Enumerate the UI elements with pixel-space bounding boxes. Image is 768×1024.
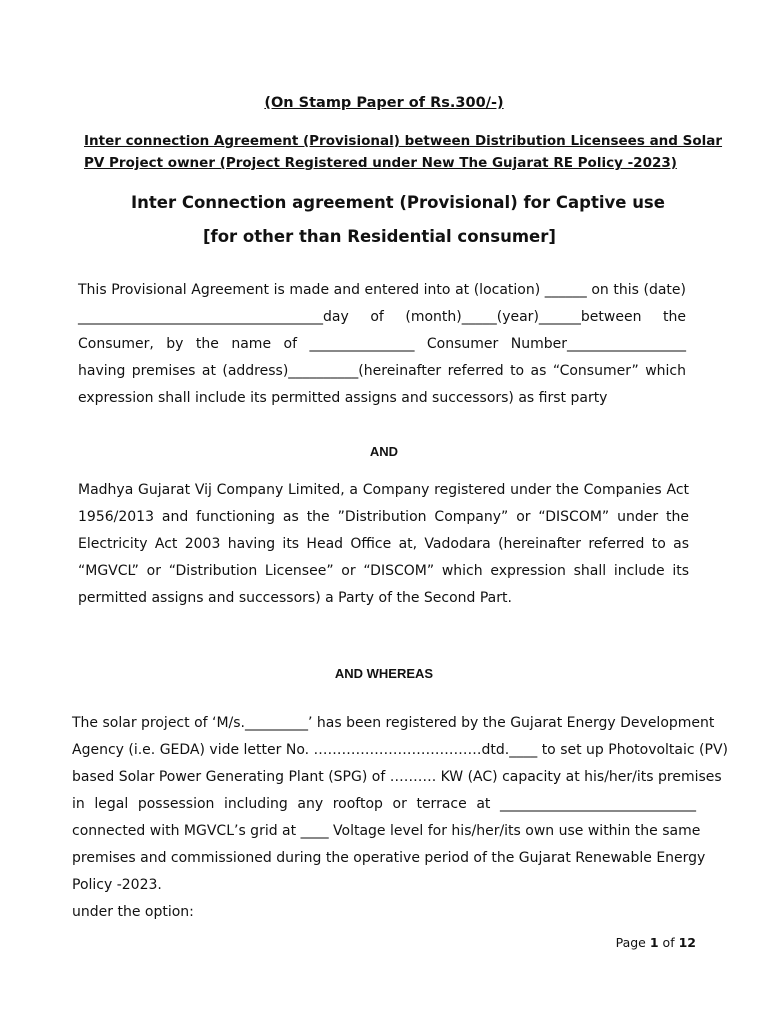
parties-paragraph-consumer [78,277,686,412]
paragraph-line: having premises at (address)__________(hereinafter referred to as “Consumer” which [78,363,686,379]
paragraph-line: Consumer, by the name of _______________ Consumer Number_________________ [78,336,686,352]
agreement-subtitle-line-2: PV Project owner (Project Registered under New The Gujarat RE Policy -2023) [84,155,677,171]
page-number-footer [616,935,696,950]
paragraph-line: Agency (i.e. GEDA) vide letter No. ………………………………dtd.____ to set up Photovoltaic (PV) [72,742,728,758]
agreement-subtitle-line-1: Inter connection Agreement (Provisional) between Distribution Licensees and Solar [84,133,723,149]
whereas-paragraph [72,710,728,926]
agreement-heading: Inter Connection agreement (Provisional) for Captive use [131,193,665,212]
paragraph-line: permitted assigns and successors) a Party of the Second Part. [78,590,512,606]
paragraph-line: 1956/2013 and functioning as the ”Distribution Company” or “DISCOM” under the [78,509,689,525]
paragraph-line: expression shall include its permitted assigns and successors) as first party [78,390,608,406]
parties-paragraph-discom [78,477,689,612]
paragraph-line: Electricity Act 2003 having its Head Office at, Vadodara (hereinafter referred to as [78,536,689,552]
paragraph-line: This Provisional Agreement is made and entered into at (location) ______ on this (date) [78,282,686,298]
paragraph-line: in legal possession including any rooftop or terrace at ____________________________ [72,796,696,812]
of-label: of [662,935,675,950]
paragraph-line: premises and commissioned during the operative period of the Gujarat Renewable Energy [72,850,706,866]
current-page-number: 1 [649,935,659,950]
total-pages: 12 [678,935,696,950]
paragraph-line: under the option: [72,904,194,920]
paragraph-line: ___________________________________day of (month)_____(year)______between the [78,309,686,325]
and-separator: AND [369,444,399,459]
paragraph-line: Policy -2023. [72,877,162,893]
paragraph-line: connected with MGVCL’s grid at ____ Voltage level for his/her/its own use within the same [72,823,701,839]
stamp-paper-note: (On Stamp Paper of Rs.300/-) [264,95,504,111]
page-label: Page [615,935,646,950]
paragraph-line: “MGVCL” or “Distribution Licensee” or “DISCOM” which expression shall include its [78,563,689,579]
agreement-heading-qualifier: [for other than Residential consumer] [203,227,556,246]
and-whereas-heading: AND WHEREAS [334,666,434,681]
paragraph-line: Madhya Gujarat Vij Company Limited, a Company registered under the Companies Act [78,482,689,498]
paragraph-line: based Solar Power Generating Plant (SPG) of ………. KW (AC) capacity at his/her/its premises [72,769,722,785]
paragraph-line: The solar project of ‘M/s._________’ has been registered by the Gujarat Energy Development [72,715,715,731]
